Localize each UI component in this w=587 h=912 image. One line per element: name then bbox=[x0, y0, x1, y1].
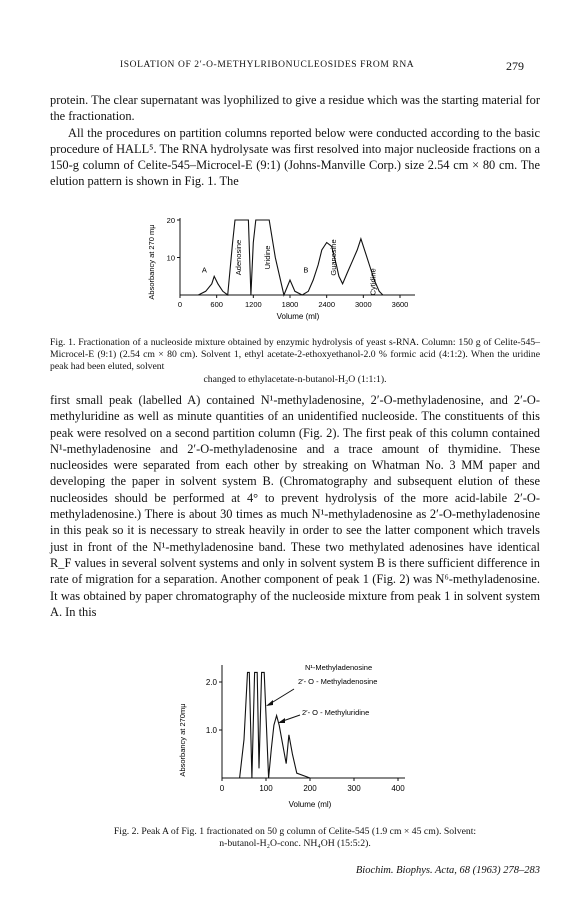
body-text-middle bbox=[50, 392, 540, 620]
fig1-caption-line1: Fig. 1. Fractionation of a nucleoside mixture obtained by enzymic hydrolysis of yeast s-RNA. Column: 150 g of Celite-545–Microcel-E (9:1) (2.54 cm × 80 cm). Solvent 1, ethyl acetate-2-ethoxyethanol-2.0 % formic acid (4:1:2). When the uridine peak had been eluted, solvent bbox=[50, 337, 540, 373]
fig1-peak-label: A bbox=[201, 265, 207, 275]
body-text-top bbox=[50, 92, 540, 190]
fig1-x-tick-label: 0 bbox=[177, 300, 183, 309]
fig1-axes bbox=[180, 218, 415, 295]
fig2-annotation-2o-methyluridine: 2′- O - Methyluridine bbox=[302, 708, 370, 717]
fig2-y-axis-label: Absorbancy at 270mμ bbox=[178, 703, 187, 777]
fig1-x-tick-label: 2400 bbox=[318, 300, 336, 309]
paragraph: first small peak (labelled A) contained N¹-methyladenosine, 2′-O-methyladenosine, and 2′-O-methyluridine as well as minute quantities of an unidentified nucleoside. The constituents of this peak were resolved on a second partition column (Fig. 2). The first peak of this column contained N¹-methyladenosine and 2′-O-methyladenosine and a trace amount of thymidine. These nucleosides were separated from each other by streaking on Whatman No. 3 MM paper and developing the paper in solvent system B. (Chromatography and subsequent elution of these nucleosides should be performed at 4° to prevent hydrolysis of the more acid-labile 2′-O-methyladenosine.) There is about 30 times as much N¹-methyladenosine as 2′-O-methyladenosine in this peak so it is necessary to streak heavily in order to see the latter component which travels just in front of the N¹-methyladenosine band. These two methylated adenosines have identical R_F values in several solvent systems and only in solvent system B is there sufficient difference in rate of migration for a separation. Another component of peak 1 (Fig. 2) was N⁶-methyladenosine. It was obtained by paper chromatography of the nucleoside mixture from peak 1 in solvent system A. In this bbox=[50, 393, 540, 619]
fig2-elution-curve bbox=[240, 672, 398, 778]
fig1-y-tick-label: 20 bbox=[166, 216, 175, 225]
fig1-y-tick-label: 10 bbox=[166, 253, 175, 263]
fig2-y-tick-label: 1.0 bbox=[205, 726, 217, 735]
fig2-x-tick-label: 200 bbox=[303, 784, 317, 793]
paragraph: All the procedures on partition columns reported below were conducted according to the basic procedure of HALL⁵. The RNA hydrolysate was first resolved into major nucleoside fractions on a 150-g column of Celite-545–Microcel-E (9:1) (Johns-Manville Corp.) size 2.54 cm × 80 cm. The elution pattern is shown in Fig. 1. The bbox=[50, 125, 540, 189]
fig1-elution-curve bbox=[198, 220, 387, 295]
fig1-peak-label: Guanosine bbox=[328, 239, 338, 276]
fig2-caption-line2: n-butanol-H₂O-conc. NH₄OH (15:5:2). bbox=[219, 838, 371, 850]
journal-citation: Biochim. Biophys. Acta, 68 (1963) 278–283 bbox=[355, 865, 540, 876]
fig2-x-tick-label: 300 bbox=[347, 784, 361, 793]
figure-2-caption bbox=[50, 826, 540, 850]
fig1-peak-label: Adenosine bbox=[234, 239, 244, 276]
fig1-peak-label: Uridine bbox=[262, 245, 272, 270]
fig1-y-axis-label: Absorbancy at 270 mμ bbox=[147, 224, 156, 300]
fig1-x-tick-label: 1200 bbox=[244, 300, 262, 309]
fig2-x-tick-label: 0 bbox=[219, 784, 225, 793]
figure-1-caption bbox=[50, 337, 540, 386]
running-title: ISOLATION OF 2′-O-METHYLRIBONUCLEOSIDES FROM RNA bbox=[120, 60, 415, 70]
figure-1-chart bbox=[140, 210, 460, 330]
fig1-peak-label: B bbox=[303, 265, 309, 275]
fig2-caption-line1: Fig. 2. Peak A of Fig. 1 fractionated on 50 g column of Celite-545 (1.9 cm × 45 cm). Solvent: bbox=[113, 826, 477, 837]
fig1-x-tick-label: 600 bbox=[210, 300, 223, 309]
running-header bbox=[0, 60, 587, 78]
fig2-x-axis-label: Volume (ml) bbox=[288, 800, 332, 809]
fig1-x-axis-label: Volume (ml) bbox=[276, 312, 320, 321]
figure-2-chart bbox=[170, 655, 420, 820]
fig2-x-tick-label: 100 bbox=[259, 784, 273, 793]
page-number: 279 bbox=[506, 59, 524, 73]
fig2-annotation-2o-methyladenosine: 2′- O - Methyladenosine bbox=[298, 677, 378, 686]
fig2-annotation-n1-methyladenosine: N¹-Methyladenosine bbox=[305, 663, 373, 672]
fig1-peak-label: Cytidine bbox=[368, 268, 378, 296]
fig2-arrowhead-2 bbox=[278, 718, 285, 723]
fig1-x-tick-label: 3000 bbox=[354, 300, 372, 309]
fig1-x-tick-label: 1800 bbox=[281, 300, 299, 309]
fig1-x-tick-label: 3600 bbox=[391, 300, 409, 309]
fig1-caption-line2: changed to ethylacetate-n-butanol-H₂O (1:1:1). bbox=[203, 373, 387, 385]
paragraph: protein. The clear supernatant was lyophilized to give a residue which was the starting material for the fractionation. bbox=[50, 93, 540, 124]
fig2-y-tick-label: 2.0 bbox=[205, 678, 217, 687]
fig2-x-tick-label: 400 bbox=[391, 784, 405, 793]
fig2-ticks bbox=[206, 678, 405, 793]
fig2-annotations bbox=[266, 663, 377, 723]
fig2-arrowhead-1 bbox=[266, 700, 273, 706]
